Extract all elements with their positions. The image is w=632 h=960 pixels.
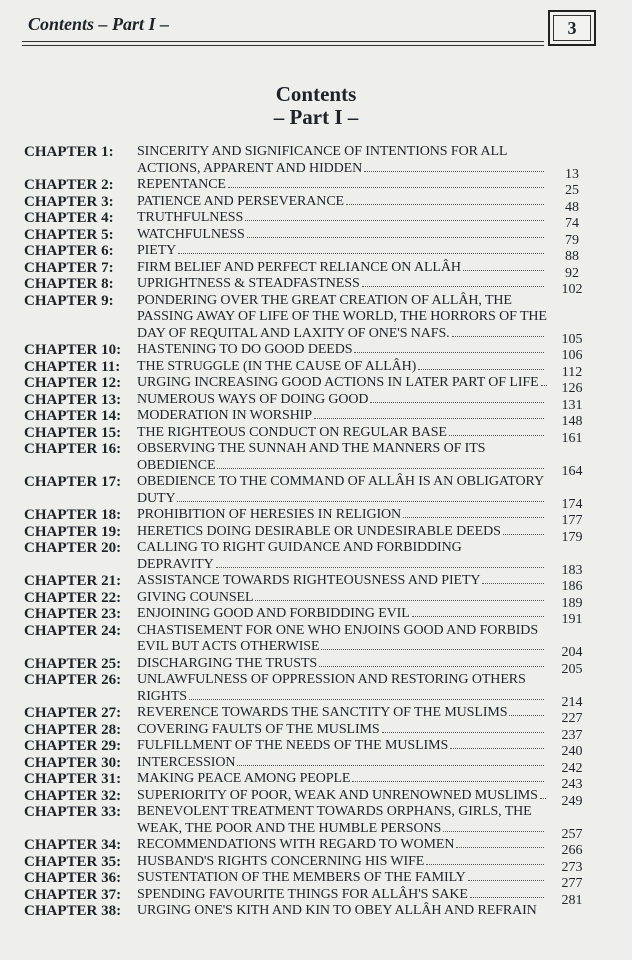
- page-number: 88: [565, 249, 579, 264]
- dot-leader: [245, 220, 544, 221]
- chapter-label: CHAPTER 31:: [24, 771, 122, 787]
- chapter-label: CHAPTER 18:: [24, 507, 122, 523]
- chapter-title: [137, 672, 547, 705]
- chapter-title: [137, 507, 547, 524]
- page-number: 281: [561, 892, 583, 908]
- chapter-title-line: SUPERIORITY OF POOR, WEAK AND UNRENOWNED MUSLIMS: [137, 787, 538, 803]
- chapter-title: [137, 177, 547, 194]
- chapter-label: CHAPTER 33:: [24, 804, 122, 820]
- chapter-title-line: COVERING FAULTS OF THE MUSLIMS: [137, 721, 380, 737]
- dot-leader: [370, 402, 544, 403]
- chapter-label: CHAPTER 29:: [24, 738, 122, 754]
- page-number: 237: [561, 727, 583, 743]
- page-number: 242: [561, 760, 583, 776]
- chapter-title: [137, 903, 547, 920]
- page-number: 25: [565, 183, 579, 198]
- page-number: 249: [561, 793, 583, 809]
- chapter-label: CHAPTER 38:: [24, 903, 122, 919]
- chapter-title-line: SPENDING FAVOURITE THINGS FOR ALLÂH'S SAKE: [137, 886, 468, 902]
- page-number: 74: [565, 216, 579, 231]
- chapter-label: CHAPTER 13:: [24, 391, 122, 408]
- chapter-label: CHAPTER 34:: [24, 837, 122, 853]
- chapter-label: CHAPTER 37:: [24, 886, 122, 903]
- dot-leader: [541, 385, 547, 386]
- page-number: 148: [561, 414, 583, 429]
- chapter-title-line: EVIL BUT ACTS OTHERWISE: [137, 639, 320, 654]
- chapter-title-line: CALLING TO RIGHT GUIDANCE AND FORBIDDING: [137, 540, 462, 555]
- chapter-title-line: OBEDIENCE: [137, 457, 216, 473]
- chapter-label: CHAPTER 21:: [24, 573, 122, 589]
- chapter-title: [137, 870, 547, 887]
- chapter-label: CHAPTER 36:: [24, 870, 122, 886]
- chapter-title: [137, 771, 547, 788]
- chapter-label: CHAPTER 20:: [24, 540, 122, 556]
- dot-leader: [228, 187, 544, 188]
- dot-leader: [470, 897, 544, 898]
- chapter-title-line: PONDERING OVER THE GREAT CREATION OF ALLÂH, THE: [137, 292, 512, 308]
- chapter-title: [137, 194, 547, 211]
- chapter-label: CHAPTER 6:: [24, 243, 114, 259]
- page-number: 277: [561, 876, 583, 891]
- dot-leader: [354, 352, 544, 353]
- dot-leader: [456, 847, 544, 848]
- dot-leader: [217, 468, 544, 469]
- page-header: [22, 10, 596, 50]
- dot-leader: [509, 715, 544, 716]
- dot-leader: [463, 270, 544, 271]
- dot-leader: [403, 517, 544, 518]
- chapter-title: [137, 408, 547, 425]
- dot-leader: [319, 666, 544, 667]
- chapter-title: [137, 623, 547, 656]
- page-number: 189: [561, 595, 583, 611]
- chapter-title: [137, 425, 547, 442]
- dot-leader: [237, 765, 544, 766]
- chapter-title: [137, 441, 547, 474]
- dot-leader: [426, 864, 544, 865]
- page-number: 126: [561, 381, 583, 396]
- chapter-title-line: UPRIGHTNESS & STEADFASTNESS: [137, 276, 360, 291]
- chapter-title: [137, 276, 547, 293]
- page-number: 227: [561, 711, 583, 726]
- chapter-label: CHAPTER 19:: [24, 523, 122, 540]
- chapter-title: [137, 656, 547, 673]
- chapter-title-line: DAY OF REQUITAL AND LAXITY OF ONE'S NAFS.: [137, 325, 450, 341]
- chapter-title-line: THE STRUGGLE (IN THE CAUSE OF ALLÂH): [137, 358, 417, 374]
- page-number: 214: [561, 694, 583, 710]
- chapter-title: [137, 375, 547, 392]
- page-number: 131: [561, 397, 583, 413]
- chapter-title-line: SUSTENTATION OF THE MEMBERS OF THE FAMILY: [137, 870, 466, 885]
- page-number: 257: [561, 826, 583, 842]
- page-number: 179: [561, 529, 583, 545]
- chapter-label: CHAPTER 35:: [24, 853, 122, 870]
- chapter-label: CHAPTER 9:: [24, 292, 114, 309]
- page-number: 106: [561, 348, 583, 363]
- chapter-label: CHAPTER 12:: [24, 375, 122, 391]
- contents-title: Contents: [275, 82, 357, 106]
- dot-leader: [255, 600, 544, 601]
- chapter-title-line: DUTY: [137, 490, 176, 506]
- chapter-label: CHAPTER 32:: [24, 787, 122, 804]
- running-title: Contents – Part I –: [28, 14, 170, 34]
- dot-leader: [178, 253, 544, 254]
- dot-leader: [452, 336, 544, 337]
- chapter-title: [137, 804, 547, 837]
- chapter-title-line: ACTIONS, APPARENT AND HIDDEN: [137, 160, 363, 176]
- chapter-title: [137, 606, 547, 623]
- chapter-label: CHAPTER 22:: [24, 589, 122, 606]
- chapter-title-line: PROHIBITION OF HERESIES IN RELIGION: [137, 507, 402, 522]
- page-number: 204: [561, 645, 583, 660]
- chapter-title-line: RECOMMENDATIONS WITH REGARD TO WOMEN: [137, 837, 455, 852]
- page-number: 273: [561, 859, 583, 875]
- chapter-label: CHAPTER 4:: [24, 210, 114, 226]
- dot-leader: [314, 418, 544, 419]
- chapter-title-line: MODERATION IN WORSHIP: [137, 408, 312, 423]
- chapter-title-line: FULFILLMENT OF THE NEEDS OF THE MUSLIMS: [137, 738, 449, 753]
- chapter-title: [137, 260, 547, 277]
- chapter-label: CHAPTER 1:: [24, 144, 114, 160]
- chapter-title: [137, 144, 547, 177]
- chapter-title-line: UNLAWFULNESS OF OPPRESSION AND RESTORING OTHERS: [137, 672, 526, 687]
- chapter-title: [137, 524, 547, 541]
- chapter-label: CHAPTER 30:: [24, 754, 122, 771]
- chapter-title-line: HASTENING TO DO GOOD DEEDS: [137, 342, 353, 357]
- chapter-title: [137, 705, 547, 722]
- chapter-title-line: FIRM BELIEF AND PERFECT RELIANCE ON ALLÂH: [137, 259, 461, 275]
- chapter-title: [137, 293, 547, 343]
- chapter-label: CHAPTER 27:: [24, 705, 122, 721]
- chapter-title-line: BENEVOLENT TREATMENT TOWARDS ORPHANS, GIRLS, THE: [137, 804, 532, 819]
- dot-leader: [450, 748, 544, 749]
- page-number: 112: [561, 364, 583, 380]
- chapter-label: CHAPTER 23:: [24, 606, 122, 622]
- chapter-title-line: HUSBAND'S RIGHTS CONCERNING HIS WIFE: [137, 853, 425, 869]
- chapter-title: [137, 540, 547, 573]
- chapter-title: [137, 359, 547, 376]
- dot-leader: [364, 171, 544, 172]
- chapter-label: CHAPTER 16:: [24, 441, 122, 457]
- chapter-label: CHAPTER 11:: [24, 358, 121, 375]
- chapter-label: CHAPTER 15:: [24, 424, 122, 441]
- chapter-label: CHAPTER 25:: [24, 655, 122, 672]
- chapter-label: CHAPTER 3:: [24, 193, 114, 210]
- dot-leader: [321, 649, 544, 650]
- chapter-title-line: ASSISTANCE TOWARDS RIGHTEOUSNESS AND PIETY: [137, 573, 481, 588]
- chapter-title-line: TRUTHFULNESS: [137, 210, 244, 225]
- chapter-title-line: WEAK, THE POOR AND THE HUMBLE PERSONS: [137, 820, 442, 836]
- chapter-title: [137, 590, 547, 607]
- page-number: 266: [561, 843, 583, 858]
- header-rule: [22, 45, 544, 46]
- page-number: 174: [561, 496, 583, 512]
- contents-subtitle: – Part I –: [273, 105, 359, 129]
- dot-leader: [177, 501, 544, 502]
- dot-leader: [216, 567, 544, 568]
- chapter-title: [137, 474, 547, 507]
- chapter-title-line: NUMEROUS WAYS OF DOING GOOD: [137, 391, 369, 407]
- page-number: 164: [561, 463, 583, 479]
- chapter-title-line: THE RIGHTEOUS CONDUCT ON REGULAR BASE: [137, 424, 447, 440]
- chapter-title-line: RIGHTS: [137, 688, 187, 704]
- dot-leader: [412, 616, 544, 617]
- chapter-title: [137, 227, 547, 244]
- chapter-title-line: PASSING AWAY OF LIFE OF THE WORLD, THE HORRORS OF THE: [137, 309, 547, 324]
- chapter-title-line: ENJOINING GOOD AND FORBIDDING EVIL: [137, 606, 410, 621]
- chapter-title-line: URGING INCREASING GOOD ACTIONS IN LATER PART OF LIFE: [137, 375, 539, 390]
- chapter-title: [137, 755, 547, 772]
- page-number: 92: [565, 265, 579, 281]
- page-number: 243: [561, 777, 583, 792]
- page-number: 105: [561, 331, 583, 347]
- dot-leader: [468, 880, 544, 881]
- chapter-title-line: MAKING PEACE AMONG PEOPLE: [137, 771, 351, 786]
- dot-leader: [540, 798, 546, 799]
- page-number: 240: [561, 744, 583, 759]
- dot-leader: [352, 781, 544, 782]
- chapter-title-line: CHASTISEMENT FOR ONE WHO ENJOINS GOOD AND FORBIDS: [137, 622, 539, 638]
- chapter-label: CHAPTER 10:: [24, 342, 122, 358]
- dot-leader: [382, 732, 544, 733]
- chapter-title-line: GIVING COUNSEL: [137, 589, 254, 605]
- chapter-title-line: PATIENCE AND PERSEVERANCE: [137, 193, 345, 209]
- chapter-title: [137, 854, 547, 871]
- dot-leader: [346, 204, 544, 205]
- chapter-title: [137, 738, 547, 755]
- chapter-title: [137, 210, 547, 227]
- page-number: 191: [561, 612, 583, 627]
- chapter-title: [137, 392, 547, 409]
- chapter-label: CHAPTER 5:: [24, 226, 114, 243]
- chapter-title-line: HERETICS DOING DESIRABLE OR UNDESIRABLE DEEDS: [137, 523, 501, 539]
- dot-leader: [189, 699, 544, 700]
- chapter-label: CHAPTER 7:: [24, 259, 114, 276]
- chapter-label: CHAPTER 8:: [24, 276, 114, 292]
- chapter-title-line: REPENTANCE: [137, 177, 226, 192]
- chapter-title-line: WATCHFULNESS: [137, 226, 245, 242]
- chapter-title-line: OBSERVING THE SUNNAH AND THE MANNERS OF ITS: [137, 441, 486, 456]
- chapter-label: CHAPTER 26:: [24, 672, 122, 688]
- chapter-title: [137, 788, 547, 805]
- chapter-title: [137, 837, 547, 854]
- chapter-title: [137, 342, 547, 359]
- chapter-title-line: DEPRAVITY: [137, 556, 214, 572]
- page-number: 48: [565, 199, 579, 215]
- chapter-title-line: DISCHARGING THE TRUSTS: [137, 655, 318, 671]
- chapter-label: CHAPTER 14:: [24, 408, 122, 424]
- page-number: 205: [561, 661, 583, 677]
- page-number: 102: [561, 282, 583, 297]
- chapter-label: CHAPTER 24:: [24, 622, 122, 639]
- chapter-title: [137, 722, 547, 739]
- chapter-title: [137, 887, 547, 904]
- chapter-title-line: REVERENCE TOWARDS THE SANCTITY OF THE MUSLIMS: [137, 705, 508, 720]
- dot-leader: [362, 286, 544, 287]
- chapter-label: CHAPTER 17:: [24, 474, 122, 490]
- chapter-title: [137, 573, 547, 590]
- dot-leader: [418, 369, 544, 370]
- chapter-title-line: INTERCESSION: [137, 754, 236, 770]
- page-number-box: 3: [548, 10, 596, 46]
- chapter-title-line: PIETY: [137, 243, 177, 258]
- dot-leader: [247, 237, 544, 238]
- chapter-title-line: URGING ONE'S KITH AND KIN TO OBEY ALLÂH AND REFRAIN: [137, 903, 537, 918]
- page-number: 13: [565, 166, 579, 182]
- dot-leader: [449, 435, 544, 436]
- page-number: 161: [561, 430, 583, 446]
- chapter-title-line: SINCERITY AND SIGNIFICANCE OF INTENTIONS FOR ALL: [137, 144, 508, 159]
- page-number: 79: [565, 232, 579, 248]
- chapter-label: CHAPTER 28:: [24, 721, 122, 738]
- page-number: 177: [561, 513, 583, 528]
- dot-leader: [443, 831, 544, 832]
- header-rule: [22, 41, 544, 42]
- page-number: 186: [561, 579, 583, 594]
- chapter-label: CHAPTER 2:: [24, 177, 114, 193]
- page-number: 183: [561, 562, 583, 578]
- chapter-title: [137, 243, 547, 260]
- dot-leader: [503, 534, 544, 535]
- dot-leader: [482, 583, 544, 584]
- chapter-title-line: OBEDIENCE TO THE COMMAND OF ALLÂH IS AN OBLIGATORY: [137, 474, 544, 489]
